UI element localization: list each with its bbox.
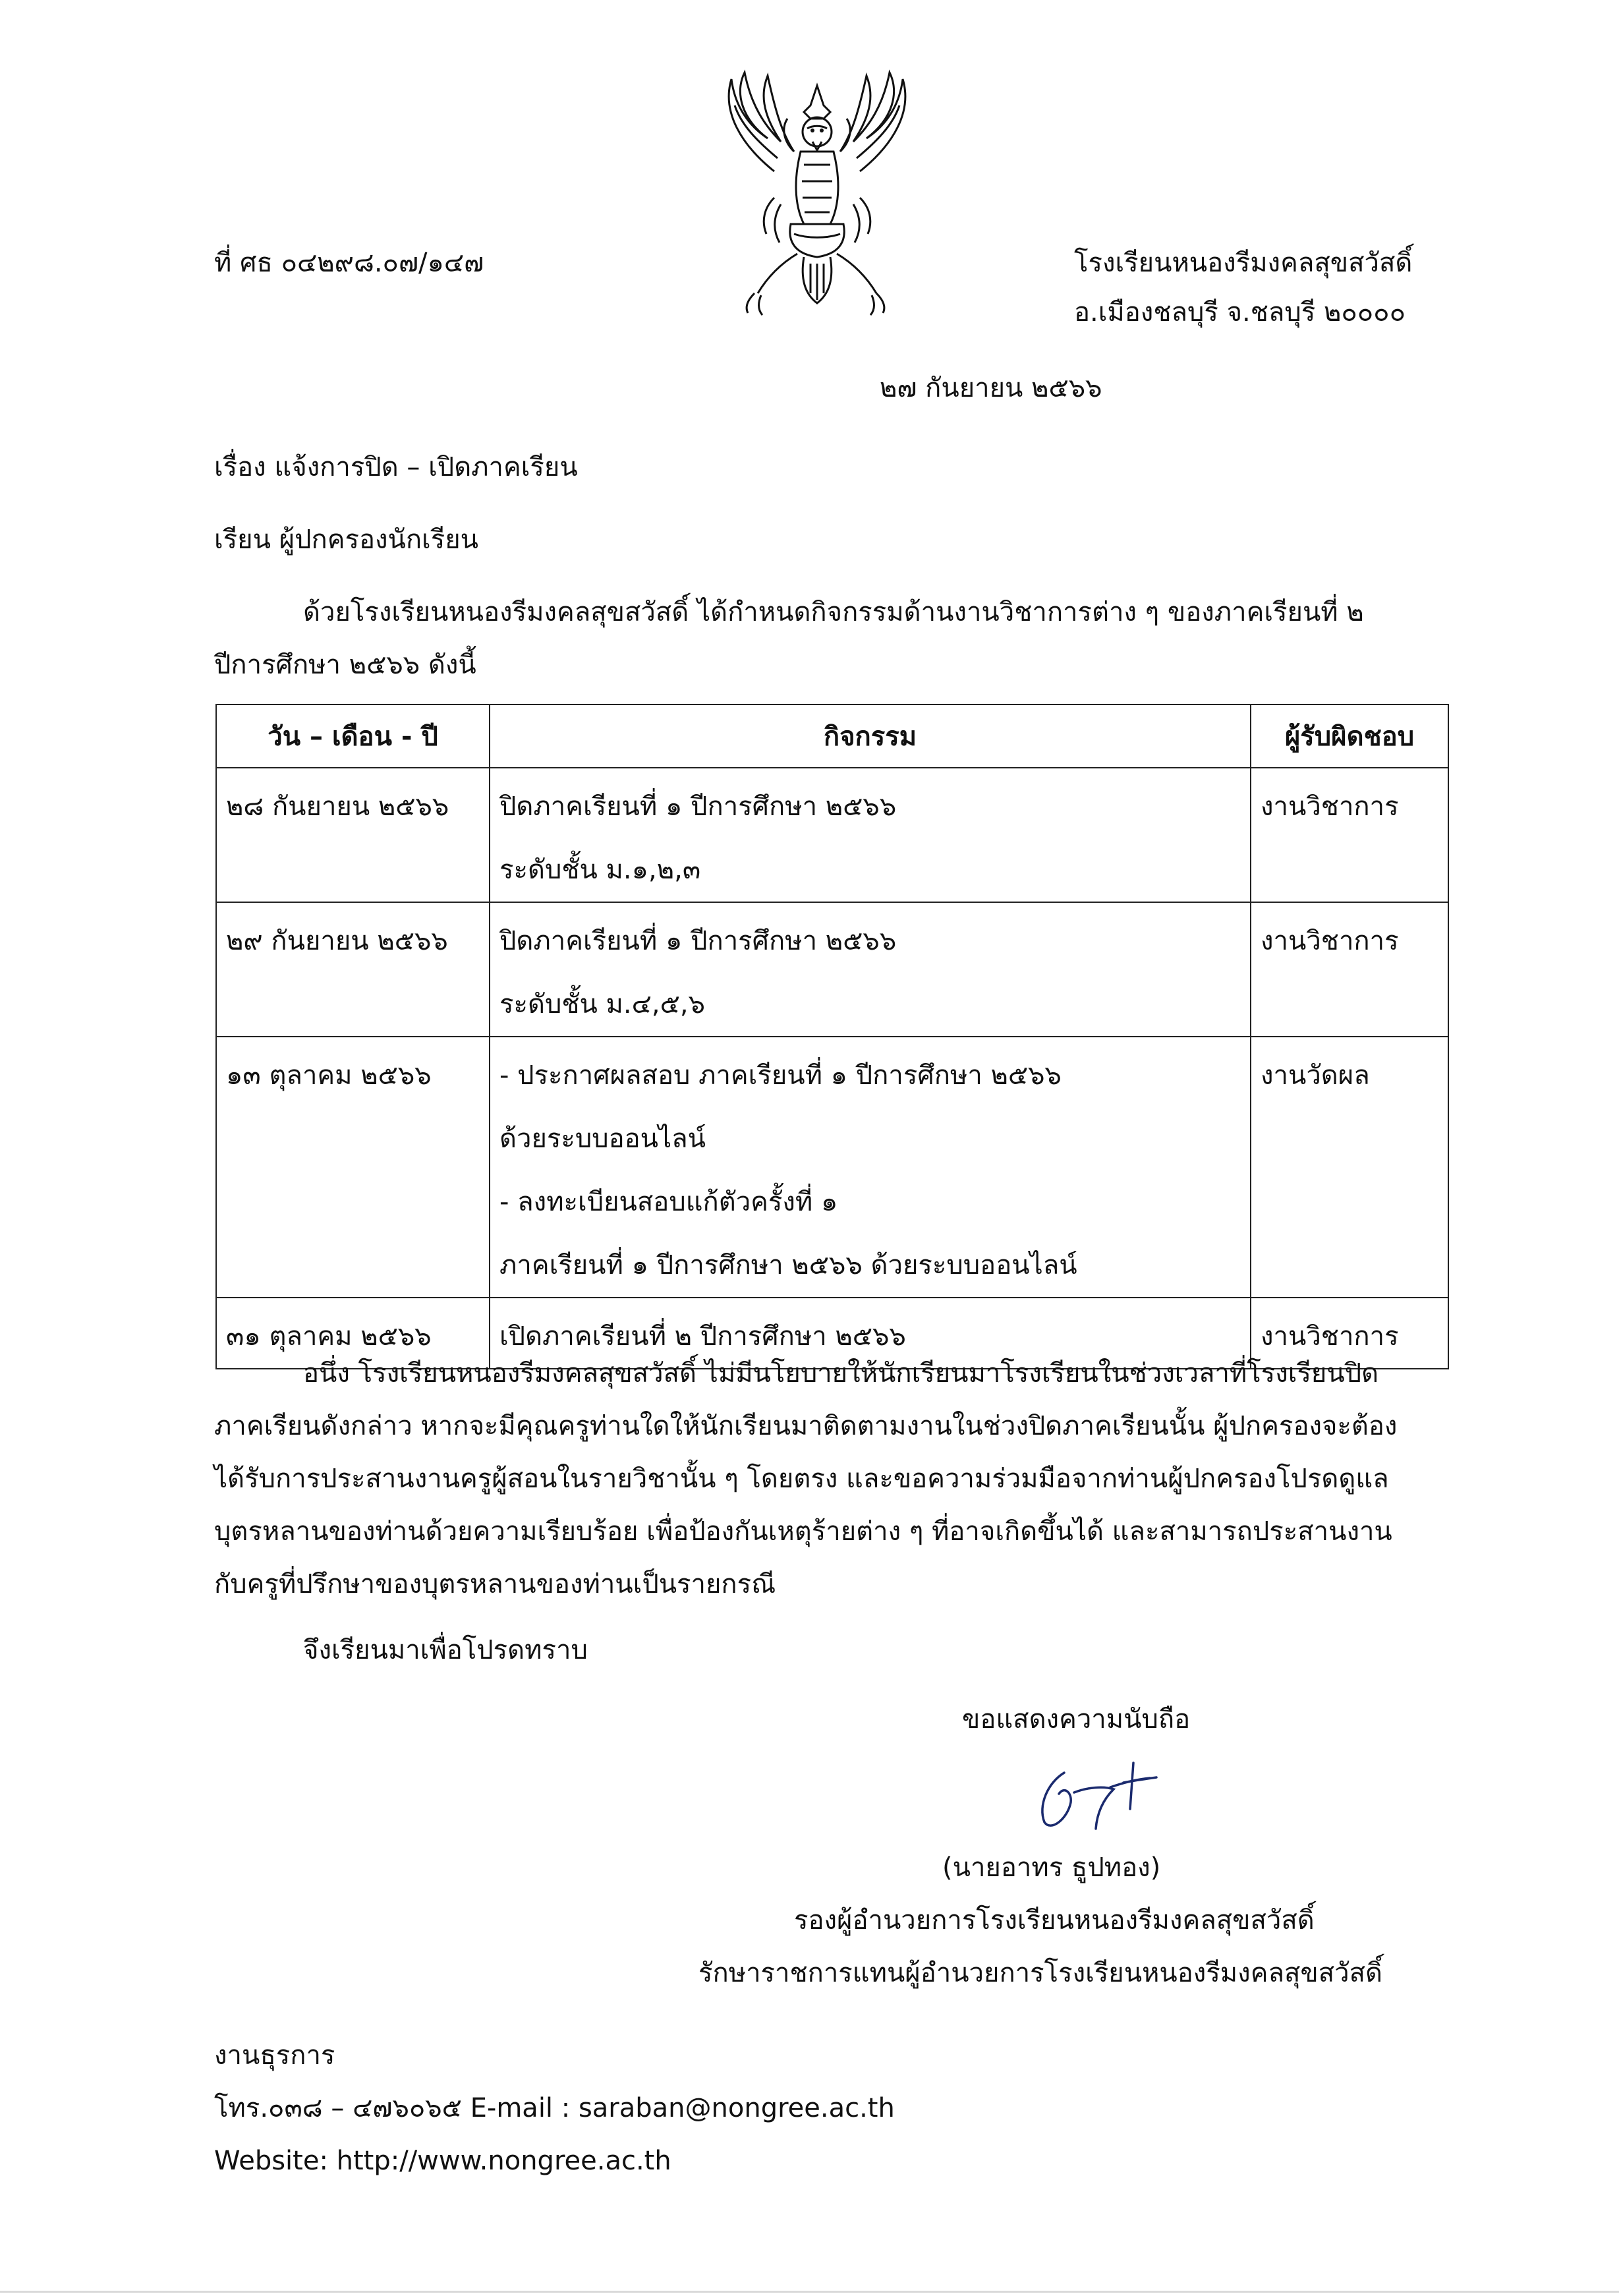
row-date: ๒๙ กันยายน ๒๕๖๖ — [216, 902, 490, 1037]
signer-position: รองผู้อำนวยการโรงเรียนหนองรีมงคลสุขสวัสดิ์ — [794, 1905, 1315, 1936]
letter-subject: เรื่อง แจ้งการปิด – เปิดภาคเรียน — [214, 452, 578, 482]
row-owner: งานวิชาการ — [1251, 902, 1448, 1037]
table-row — [216, 768, 1448, 902]
activity-line: ระดับชั้น ม.๑,๒,๓ — [499, 855, 701, 885]
intro-line-2: ปีการศึกษา ๒๕๖๖ ดังนี้ — [214, 650, 476, 680]
row-date: ๑๓ ตุลาคม ๒๕๖๖ — [216, 1037, 490, 1298]
body-line-2: ภาคเรียนดังกล่าว หากจะมีคุณครูท่านใดให้นักเรียนมาติดตามงานในช่วงปิดภาคเรียนนั้น ผู้ปกครองจะต้อง — [214, 1411, 1398, 1441]
intro-line-1: ด้วยโรงเรียนหนองรีมงคลสุขสวัสดิ์ ได้กำหนดกิจกรรมด้านงานวิชาการต่าง ๆ ของภาคเรียนที่ ๒ — [303, 597, 1364, 627]
activity-line: ปิดภาคเรียนที่ ๑ ปีการศึกษา ๒๕๖๖ — [499, 791, 897, 822]
handwritten-signature — [1025, 1746, 1183, 1839]
row-date: ๓๑ ตุลาคม ๒๕๖๖ — [216, 1298, 490, 1369]
body-line-5: กับครูที่ปรึกษาของบุตรหลานของท่านเป็นรายกรณี — [214, 1569, 776, 1599]
salutation: ขอแสดงความนับถือ — [962, 1704, 1191, 1735]
footer-department: งานธุรการ — [214, 2040, 335, 2071]
activity-line: ด้วยระบบออนไลน์ — [499, 1124, 706, 1154]
activity-line: - ประกาศผลสอบ ภาคเรียนที่ ๑ ปีการศึกษา ๒๕๖๖ — [499, 1060, 1062, 1091]
body-line-4: บุตรหลานของท่านด้วยความเรียบร้อย เพื่อป้องกันเหตุร้ายต่าง ๆ ที่อาจเกิดขึ้นได้ และสามารถประสานงาน — [214, 1516, 1392, 1547]
body-line-1: อนึ่ง โรงเรียนหนองรีมงคลสุขสวัสดิ์ ไม่มีนโยบายให้นักเรียนมาโรงเรียนในช่วงเวลาที่โรงเรียนปิด — [303, 1358, 1379, 1389]
signer-name: (นายอาทร ธูปทอง) — [942, 1852, 1161, 1883]
row-date: ๒๘ กันยายน ๒๕๖๖ — [216, 768, 490, 902]
reference-number: ที่ ศธ ๐๔๒๙๘.๐๗/๑๔๗ — [214, 248, 484, 278]
signer-acting-position: รักษาราชการแทนผู้อำนวยการโรงเรียนหนองรีมงคลสุขสวัสดิ์ — [698, 1958, 1382, 1988]
school-address: อ.เมืองชลบุรี จ.ชลบุรี ๒๐๐๐๐ — [1074, 297, 1406, 328]
header-date: วัน – เดือน - ปี — [216, 704, 490, 768]
row-activity — [490, 1037, 1251, 1298]
row-activity — [490, 768, 1251, 902]
activity-line: - ลงทะเบียนสอบแก้ตัวครั้งที่ ๑ — [499, 1187, 838, 1217]
table-header-row — [216, 704, 1448, 768]
header-activity: กิจกรรม — [490, 704, 1251, 768]
school-name: โรงเรียนหนองรีมงคลสุขสวัสดิ์ — [1074, 248, 1413, 278]
schedule-table — [215, 704, 1449, 1369]
table-row — [216, 1037, 1448, 1298]
letter-date: ๒๗ กันยายน ๒๕๖๖ — [880, 373, 1102, 403]
activity-line: ภาคเรียนที่ ๑ ปีการศึกษา ๒๕๖๖ ด้วยระบบออนไลน์ — [499, 1250, 1077, 1280]
row-owner: งานวิชาการ — [1251, 768, 1448, 902]
footer-website: Website: http://www.nongree.ac.th — [214, 2146, 671, 2176]
letter-recipient: เรียน ผู้ปกครองนักเรียน — [214, 525, 478, 555]
body-line-3: ได้รับการประสานงานครูผู้สอนในรายวิชานั้น ๆ โดยตรง และขอความร่วมมือจากท่านผู้ปกครองโปรดดูแล — [214, 1464, 1389, 1494]
closing-statement: จึงเรียนมาเพื่อโปรดทราบ — [303, 1635, 588, 1665]
footer-contact: โทร.๐๓๘ – ๔๗๖๐๖๕ E-mail : saraban@nongree.ac.th — [214, 2093, 895, 2123]
row-owner: งานวิชาการ — [1251, 1298, 1448, 1369]
activity-line: เปิดภาคเรียนที่ ๒ ปีการศึกษา ๒๕๖๖ — [499, 1321, 906, 1352]
header-owner: ผู้รับผิดชอบ — [1251, 704, 1448, 768]
page-bottom-rule — [0, 2291, 1619, 2293]
row-activity — [490, 902, 1251, 1037]
activity-line: ปิดภาคเรียนที่ ๑ ปีการศึกษา ๒๕๖๖ — [499, 926, 897, 956]
table-row — [216, 902, 1448, 1037]
row-owner: งานวัดผล — [1251, 1037, 1448, 1298]
garuda-emblem — [695, 66, 939, 330]
activity-line: ระดับชั้น ม.๔,๕,๖ — [499, 989, 705, 1019]
